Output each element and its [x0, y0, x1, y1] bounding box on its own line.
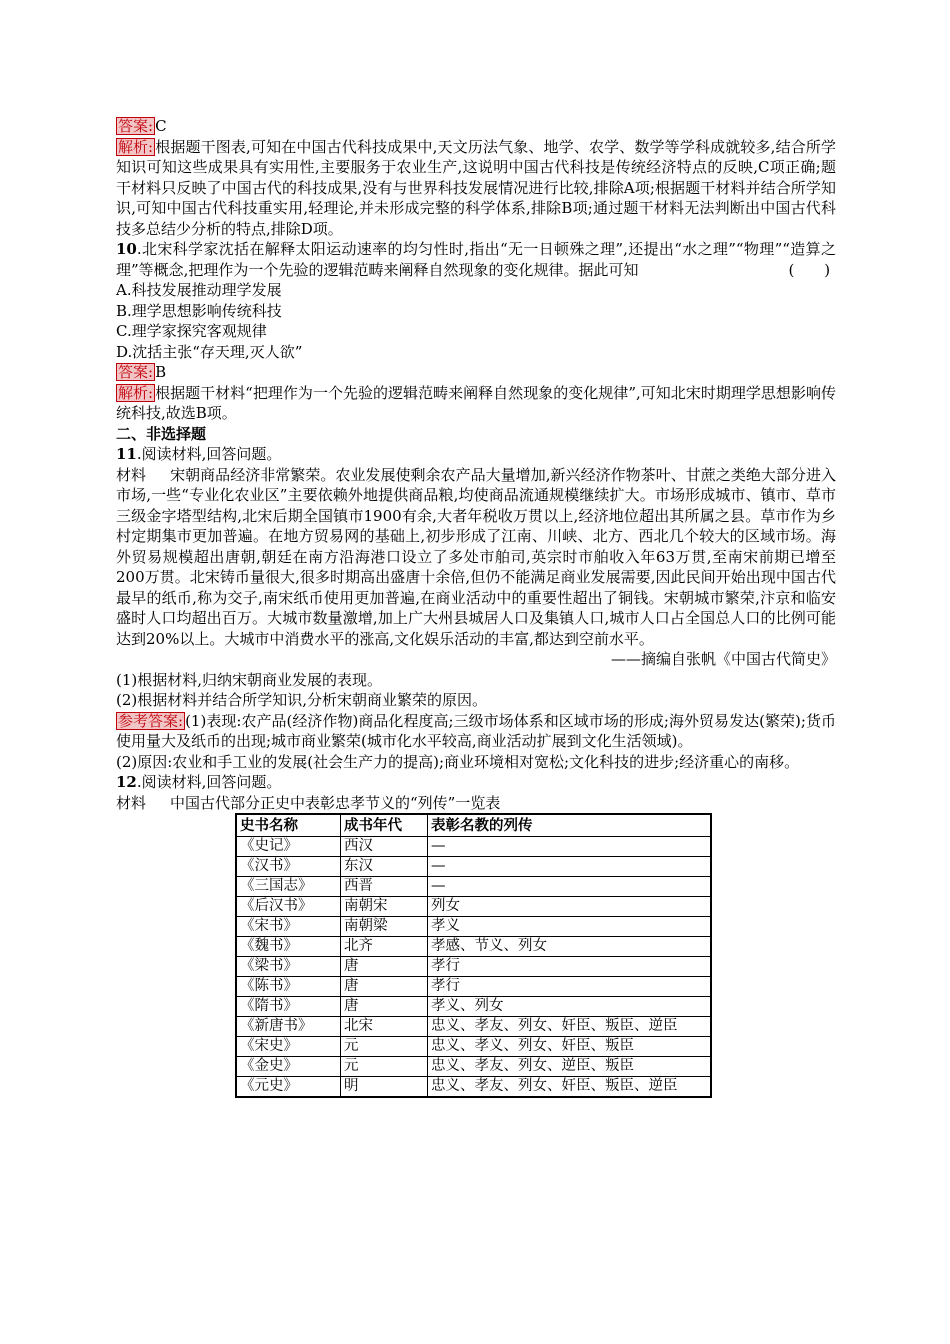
- table-cell: 《陈书》: [236, 977, 341, 997]
- document-body: [116, 116, 836, 1098]
- q11-number: 11: [116, 445, 137, 463]
- analysis-tag: 解析:: [118, 383, 154, 402]
- table-row: [236, 997, 711, 1017]
- table-header-cell: 表彰名教的列传: [428, 814, 712, 837]
- q11-ref-answer-1: [116, 711, 836, 752]
- table-cell: 唐: [341, 957, 428, 977]
- table-cell: 忠义、孝友、列女、逆臣、叛臣: [428, 1057, 712, 1077]
- table-cell: 元: [341, 1057, 428, 1077]
- table-cell: 《新唐书》: [236, 1017, 341, 1037]
- q12-material-text: 中国古代部分正史中表彰忠孝节义的“列传”一览表: [170, 793, 501, 812]
- q9-analysis: [116, 137, 836, 240]
- table-header-cell: 史书名称: [236, 814, 341, 837]
- q12-number: 12: [116, 773, 137, 791]
- q12-material: [116, 793, 836, 814]
- table-cell: 《宋史》: [236, 1037, 341, 1057]
- table-cell: 北宋: [341, 1017, 428, 1037]
- q12-stem: [116, 772, 836, 793]
- table-cell: 列女: [428, 897, 712, 917]
- q10-stem-text: .北宋科学家沈括在解释太阳运动速率的均匀性时,指出“无一日顿殊之理”,还提出“水之理”“物理”“造算之理”等概念,把理作为一个先验的逻辑范畴来阐释自然现象的变化规律。据此可知: [116, 240, 836, 279]
- table-row: [236, 1057, 711, 1077]
- q10-option-d: D.沈括主张“存天理,灭人欲”: [116, 342, 303, 361]
- table-cell: 《后汉书》: [236, 897, 341, 917]
- q10-option-c: C.理学家探究客观规律: [116, 322, 267, 340]
- table-cell: 忠义、孝义、列女、奸臣、叛臣: [428, 1037, 712, 1057]
- q11-material-label: 材料: [116, 465, 147, 484]
- analysis-tag: 解析:: [118, 137, 154, 156]
- q11-ref-answer-2: (2)原因:农业和手工业的发展(社会生产力的提高);商业环境相对宽松;文化科技的进步;经济重心的南移。: [116, 752, 800, 771]
- table-cell: 《汉书》: [236, 857, 341, 877]
- table-cell: 《史记》: [236, 837, 341, 857]
- table-row: [236, 1017, 711, 1037]
- q11-sub2: (2)根据材料并结合所学知识,分析宋朝商业繁荣的原因。: [116, 691, 488, 709]
- history-books-table: [235, 813, 712, 1098]
- table-row: [236, 877, 711, 897]
- q10-analysis-text: 根据题干材料“把理作为一个先验的逻辑范畴来阐释自然现象的变化规律”,可知北宋时期理学思想影响传统科技,故选B项。: [116, 383, 836, 422]
- q9-answer: C: [155, 117, 167, 135]
- q10-stem: [116, 239, 836, 280]
- q11-stem: [116, 444, 836, 465]
- table-row: [236, 977, 711, 997]
- table-cell: 西汉: [341, 837, 428, 857]
- table-cell: 南朝宋: [341, 897, 428, 917]
- table-row: [236, 917, 711, 937]
- table-cell: —: [428, 837, 712, 857]
- table-cell: 元: [341, 1037, 428, 1057]
- table-row: [236, 897, 711, 917]
- q9-analysis-text: 根据题干图表,可知在中国古代科技成果中,天文历法气象、地学、农学、数学等学科成就较多,结合所学知识可知这些成果具有实用性,主要服务于农业生产,这说明中国古代科技是传统经济特点的反映,C项正确;题干材料只反映了中国古代的科技成果,没有与世界科技发展情况进行比较,排除A项;根据题干材料并结合所学知识,可知中国古代科技重实用,轻理论,并未形成完整的科学体系,排除B项;通过题干材料无法判断出中国古代科技多总结少分析的特点,排除D项。: [116, 137, 836, 238]
- table-cell: 西晋: [341, 877, 428, 897]
- table-row: [236, 1077, 711, 1098]
- q10-analysis: [116, 383, 836, 424]
- answer-tag: 答案:: [118, 363, 154, 381]
- table-cell: 《梁书》: [236, 957, 341, 977]
- section-heading: 二、非选择题: [116, 424, 207, 443]
- table-row: [236, 1037, 711, 1057]
- table-cell: —: [428, 857, 712, 877]
- table-cell: 孝义: [428, 917, 712, 937]
- table-cell: 《宋书》: [236, 917, 341, 937]
- table-row: [236, 837, 711, 857]
- q11-material-text: 宋朝商品经济非常繁荣。农业发展使剩余农产品大量增加,新兴经济作物茶叶、甘蔗之类绝大部分进入市场,一些“专业化农业区”主要依赖外地提供商品粮,均使商品流通规模继续扩大。市场形成城市、镇市、草市三级金字塔型结构,北宋后期全国镇市1900有余,大者年税收万贯以上,经济地位超出其所属之县。草市作为乡村定期集市更加普遍。在地方贸易网的基础上,初步形成了江南、川峡、北方、西北几个较大的区域市场。海外贸易规模超出唐朝,朝廷在南方沿海港口设立了多处市舶司,英宗时市舶收入年63万贯,至南宋前期已增至200万贯。北宋铸币量很大,很多时期高出盛唐十余倍,但仍不能满足商业发展需要,因此民间开始出现中国古代最早的纸币,称为交子,南宋纸币使用更加普遍,在商业活动中的重要性超出了铜钱。宋朝城市繁荣,汴京和临安盛时人口均超出百万。大城市数量激增,加上广大州县城居人口及集镇人口,城市人口占全国总人口的比例可能达到20%以上。大城市中消费水平的涨高,文化娱乐活动的丰富,都达到空前水平。: [116, 465, 836, 648]
- q12-material-label: 材料: [116, 793, 147, 812]
- q10-number: 10: [116, 240, 137, 258]
- table-cell: 孝行: [428, 957, 712, 977]
- table-header-cell: 成书年代: [341, 814, 428, 837]
- table-header-row: [236, 814, 711, 837]
- table-cell: 《元史》: [236, 1077, 341, 1098]
- table-cell: 孝义、列女: [428, 997, 712, 1017]
- q11-material: [116, 465, 836, 650]
- table-cell: 孝感、节义、列女: [428, 937, 712, 957]
- q11-source: ——摘编自张帆《中国古代简史》: [610, 650, 836, 668]
- q10-option-b: B.理学思想影响传统科技: [116, 301, 282, 320]
- q11-ref1-text: (1)表现:农产品(经济作物)商品化程度高;三级市场体系和区域市场的形成;海外贸易发达(繁荣);货币使用量大及纸币的出现;城市商业繁荣(城市化水平较高,商业活动扩展到文化生活领域)。: [116, 711, 836, 750]
- table-cell: 南朝梁: [341, 917, 428, 937]
- table-cell: 唐: [341, 977, 428, 997]
- q10-answer-line: [116, 362, 836, 383]
- q10-option-a: A.科技发展推动理学发展: [116, 281, 282, 299]
- table-cell: 明: [341, 1077, 428, 1098]
- table-cell: 忠义、孝友、列女、奸臣、叛臣、逆臣: [428, 1017, 712, 1037]
- q9-answer-line: [116, 116, 836, 137]
- answer-tag: 答案:: [118, 117, 154, 135]
- table-row: [236, 937, 711, 957]
- table-cell: 唐: [341, 997, 428, 1017]
- table-cell: 忠义、孝友、列女、奸臣、叛臣、逆臣: [428, 1077, 712, 1098]
- table-cell: 《隋书》: [236, 997, 341, 1017]
- q11-sub1: (1)根据材料,归纳宋朝商业发展的表现。: [116, 670, 383, 689]
- table-row: [236, 957, 711, 977]
- table-cell: 《金史》: [236, 1057, 341, 1077]
- table-row: [236, 857, 711, 877]
- table-body: [236, 837, 711, 1098]
- table-cell: —: [428, 877, 712, 897]
- table-cell: 东汉: [341, 857, 428, 877]
- table-cell: 北齐: [341, 937, 428, 957]
- q11-stem-text: .阅读材料,回答问题。: [136, 445, 282, 463]
- q12-stem-text: .阅读材料,回答问题。: [136, 773, 282, 791]
- q10-answer: B: [155, 363, 167, 381]
- table-cell: 《三国志》: [236, 877, 341, 897]
- reference-answer-tag: 参考答案:: [118, 711, 184, 730]
- table-cell: 《魏书》: [236, 937, 341, 957]
- q10-bracket: ( ): [788, 260, 831, 279]
- table-cell: 孝行: [428, 977, 712, 997]
